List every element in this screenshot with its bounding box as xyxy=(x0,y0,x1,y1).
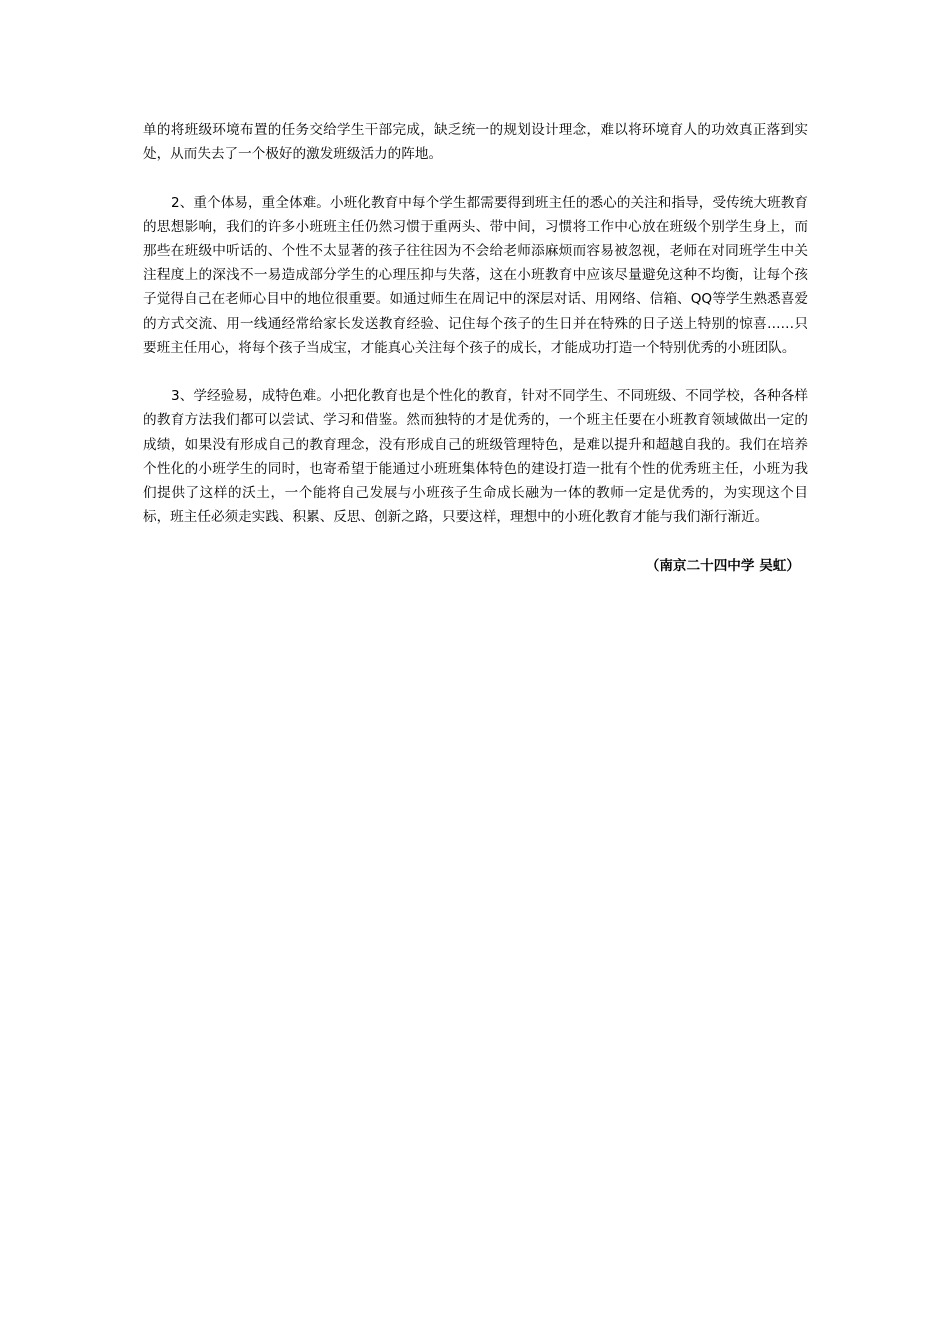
paragraph-point-3: 3、学经验易，成特色难。小把化教育也是个性化的教育，针对不同学生、不同班级、不同学校，各种各样的教育方法我们都可以尝试、学习和借鉴。然而独特的才是优秀的，一个班主任要在小班教育领域做出一定的成绩，如果没有形成自己的教育理念，没有形成自己的班级管理特色，是难以提升和超越自我的。我们在培养个性化的小班学生的同时，也寄希望于能通过小班班集体特色的建设打造一批有个性的优秀班主任，小班为我们提供了这样的沃土，一个能将自己发展与小班孩子生命成长融为一体的教师一定是优秀的，为实现这个目标，班主任必须走实践、积累、反思、创新之路，只要这样，理想中的小班化教育才能与我们渐行渐近。 xyxy=(143,388,808,526)
author-signature: （南京二十四中学 吴虹） xyxy=(645,557,800,574)
document-page xyxy=(143,118,808,578)
paragraph-continuation: 单的将班级环境布置的任务交给学生干部完成，缺乏统一的规划设计理念，难以将环境育人的功效真正落到实处，从而失去了一个极好的激发班级活力的阵地。 xyxy=(143,122,808,163)
paragraph-point-2: 2、重个体易，重全体难。小班化教育中每个学生都需要得到班主任的悉心的关注和指导，受传统大班教育的思想影响，我们的许多小班班主任仍然习惯于重两头、带中间，习惯将工作中心放在班级个别学生身上，而那些在班级中听话的、个性不太显著的孩子往往因为不会给老师添麻烦而容易被忽视，老师在对同班学生中关注程度上的深浅不一易造成部分学生的心理压抑与失落，这在小班教育中应该尽量避免这种不均衡，让每个孩子觉得自己在老师心目中的地位很重要。如通过师生在周记中的深层对话、用网络、信箱、QQ等学生熟悉喜爱的方式交流、用一线通经常给家长发送教育经验、记住每个孩子的生日并在特殊的日子送上特别的惊喜……只要班主任用心，将每个孩子当成宝，才能真心关注每个孩子的成长，才能成功打造一个特别优秀的小班团队。 xyxy=(143,194,808,356)
